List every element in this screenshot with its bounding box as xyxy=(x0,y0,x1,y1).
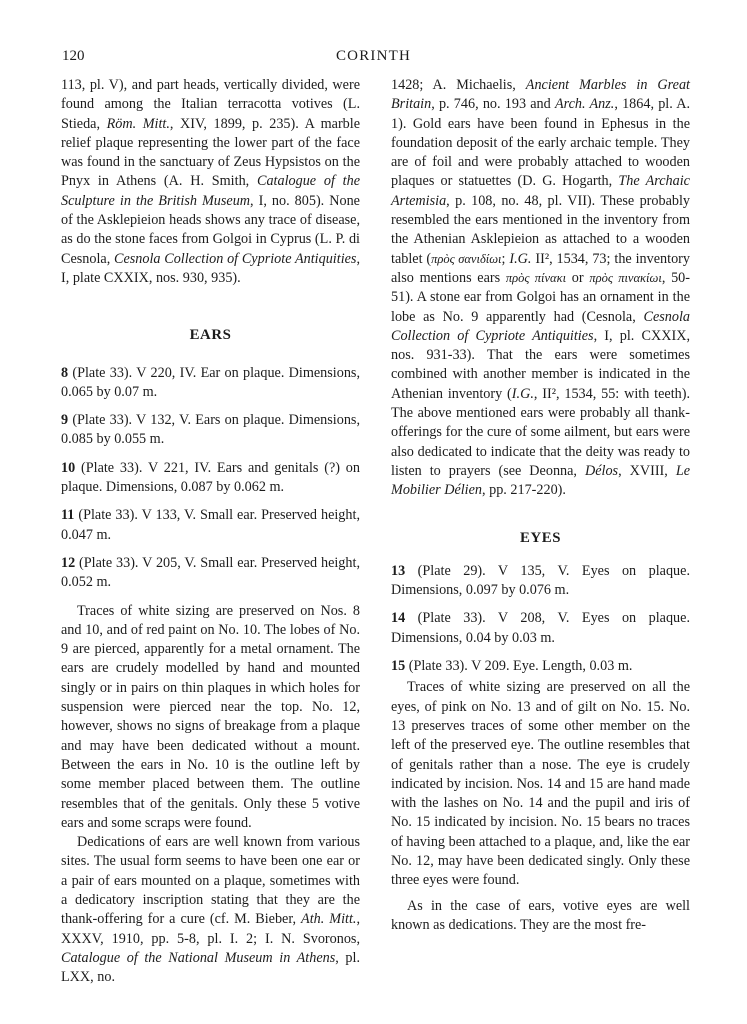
catalogue-entry: 10 (Plate 33). V 221, IV. Ears and genitals (?) on plaque. Dimensions, 0.087 by 0.062 m. xyxy=(61,459,360,496)
catalogue-entry: 14 (Plate 33). V 208, V. Eyes on plaque. Dimensions, 0.04 by 0.03 m. xyxy=(391,610,690,646)
catalogue-entry: 12 (Plate 33). V 205, V. Small ear. Preserved height, 0.052 m. xyxy=(61,554,360,591)
left-column xyxy=(61,76,360,987)
catalogue-entry: 11 (Plate 33). V 133, V. Small ear. Preserved height, 0.047 m. xyxy=(61,507,360,543)
catalogue-entry: 13 (Plate 29). V 135, V. Eyes on plaque. Dimensions, 0.097 by 0.076 m. xyxy=(391,562,690,599)
greek-text: πρὸς πινακίωι xyxy=(589,270,662,285)
section-heading-eyes: EYES xyxy=(519,529,562,546)
catalogue-entry: 8 (Plate 33). V 220, IV. Ear on plaque. Dimensions, 0.065 by 0.07 m. xyxy=(61,364,360,400)
body-paragraph: As in the case of ears, votive eyes are well known as dedications. They are the most fre- xyxy=(391,897,690,933)
catalogue-entry: 9 (Plate 33). V 132, V. Ears on plaque. Dimensions, 0.085 by 0.055 m. xyxy=(61,412,360,448)
intro-paragraph: 113, pl. V), and part heads, vertically divided, were found among the Italian terracotta votives (L. Stieda, Röm. Mitt., XIV, 1899, p. 235). A marble relief plaque representing the lower part of the face was found in the sanctuary of Zeus Hypsistos on the Pnyx in Athens (A. H. Smith, Catalogue of the Sculpture in the British Museum, I, no. 805). None of the Asklepieion heads shows any trace of disease, as do the stone faces from Golgoi in Cyprus (L. P. di Cesnola, Cesnola Collection of Cypriote Antiquities, I, plate CXXIX, nos. 930, 935). xyxy=(61,77,361,286)
greek-text: πρὸς σανιδίωι xyxy=(431,251,502,266)
running-title: CORINTH xyxy=(335,48,412,64)
section-heading-ears: EARS xyxy=(189,327,232,344)
page-number: 120 xyxy=(62,48,85,64)
greek-text: πρὸς πίνακι xyxy=(505,270,567,285)
body-paragraph: Dedications of ears are well known from various sites. The usual form seems to have been one ear or a pair of ears mounted on a plaque, sometimes with a dedicatory inscription stating that they are the thank-offering for a cure (cf. M. Bieber, Ath. Mitt., XXXV, 1910, pp. 5-8, pl. I. 2; I. N. Svoronos, Catalogue of the National Museum in Athens, pl. LXX, no. xyxy=(61,834,360,986)
body-paragraph: Traces of white sizing are preserved on all the eyes, of pink on No. 13 and of gilt on No. 15. No. 13 preserves traces of some other member on the left of the preserved eye. The outline resembles that of genitals rather than a nose. The eye is crudely indicated by incision. Nos. 14 and 15 are hand made with the lashes on No. 14 and the pupil and iris of No. 15 indicated by incision. No. 15 bears no traces of having been attached to a plaque, and, like the ear No. 12, may have been dedicated singly. Only these three eyes were found. xyxy=(391,679,690,889)
continued-paragraph: 1428; A. Michaelis, Ancient Marbles in Great Britain, p. 746, no. 193 and Arch. Anz., 1864, pl. A. 1). Gold ears have been found in Ephesus in the foundation deposit of the early archaic temple. They are of foil and were probably attached to wooden plaques or statuettes (D. G. Hogarth, The Archaic Artemisia, p. 108, no. 48, pl. VII). These probably resembled the ears mentioned in the inventory from the Athenian Asklepieion as attached to a wooden tablet (πρὸς σανιδίωι; I.G. II², 1534, 73; the inventory also mentions ears πρὸς πίνακι or πρὸς πινακίωι, 50-51). A stone ear from Golgoi has an ornament in the lobe as No. 9 apparently had (Cesnola, Cesnola Collection of Cypriote Antiquities, I, pl. CXXIX, nos. 931-33). That the ears were sometimes combined with another member is indicated in the Athenian inventory (I.G., II², 1534, 55: with teeth). The above mentioned ears were probably all thank-offerings for the cure of some ailment, but ears were also dedicated to indicate that the deity was ready to listen to prayers (see Deonna, Délos, XVIII, Le Mobilier Délien, pp. 217-220). xyxy=(391,77,691,499)
right-column xyxy=(391,76,690,935)
catalogue-entry: 15 (Plate 33). V 209. Eye. Length, 0.03 m. xyxy=(391,658,633,675)
body-paragraph: Traces of white sizing are preserved on Nos. 8 and 10, and of red paint on No. 10. The lobes of No. 9 are pierced, apparently for a metal ornament. The ears are crudely modelled by hand and mounted singly or in pairs on thin plaques in which holes for suspension were pierced near the top. No. 12, however, shows no signs of breakage from a plaque and may have been dedicated without a mount. Between the ears in No. 10 is the outline left by some member placed between them. The outline resembles that of the genitals. Only these 5 votive ears and some scraps were found. xyxy=(61,602,360,831)
